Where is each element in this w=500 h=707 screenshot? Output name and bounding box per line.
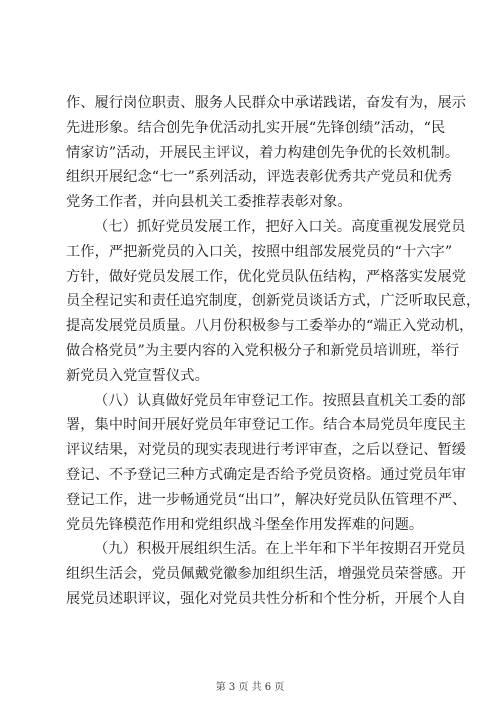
text-line: 党员先锋模范作用和党组织战斗堡垒作用发挥难的问题。 (66, 516, 424, 533)
text-line: 提高发展党员质量。八月份积极参与工委举办的“端正入党动机， (66, 318, 474, 335)
text-line: 员全程记实和责任追究制度，创新党员谈话方式，广泛听取民意， (66, 293, 481, 310)
text-line: 组织开展纪念“七一”系列活动，评选表彰优秀共产党员和优秀 (66, 169, 453, 186)
text-line: （八）认真做好党员年审登记工作。按照县直机关工委的部 (94, 392, 466, 409)
text-line: 情家访”活动，开展民主评议，着力构建创先争优的长效机制。 (66, 144, 460, 161)
text-line: 做合格党员”为主要内容的入党积极分子和新党员培训班，举行 (66, 342, 460, 359)
text-line: （九）积极开展组织生活。在上半年和下半年按期召开党员 (94, 541, 466, 558)
text-line: 评议结果，对党员的现实表现进行考评审查，之后以登记、暂缓 (66, 442, 467, 459)
text-line: 登记工作，进一步畅通党员“出口”，解决好党员队伍管理不严、 (66, 491, 467, 508)
text-line: 方针，做好党员发展工作，优化党员队伍结构，严格落实发展党 (66, 268, 467, 285)
text-line: 党务工作者，并向县机关工委推荐表彰对象。 (66, 194, 352, 211)
text-line: （七）抓好党员发展工作，把好入口关。高度重视发展党员 (94, 218, 466, 235)
document-body (66, 91, 481, 612)
text-line: 署，集中时间开展好党员年审登记工作。结合本局党员年度民主 (66, 417, 467, 434)
text-line: 先进形象。结合创先争优活动扎实开展“先锋创绩”活动，“民 (66, 119, 446, 136)
text-line: 新党员入党宣誓仪式。 (66, 367, 209, 384)
text-line: 作、履行岗位职责、服务人民群众中承诺践诺，奋发有为，展示 (66, 95, 467, 111)
text-line: 登记、不予登记三种方式确定是否给予党员资格。通过党员年审 (66, 466, 467, 483)
text-line: 展党员述职评议，强化对党员共性分析和个性分析，开展个人自 (66, 590, 467, 607)
text-line: 组织生活会，党员佩戴党徽参加组织生活，增强党员荣誉感。开 (66, 566, 467, 583)
page-footer: 第 3 页 共 6 页 (215, 682, 285, 693)
text-line: 工作，严把新党员的入口关，按照中组部发展党员的“十六字” (66, 243, 453, 260)
